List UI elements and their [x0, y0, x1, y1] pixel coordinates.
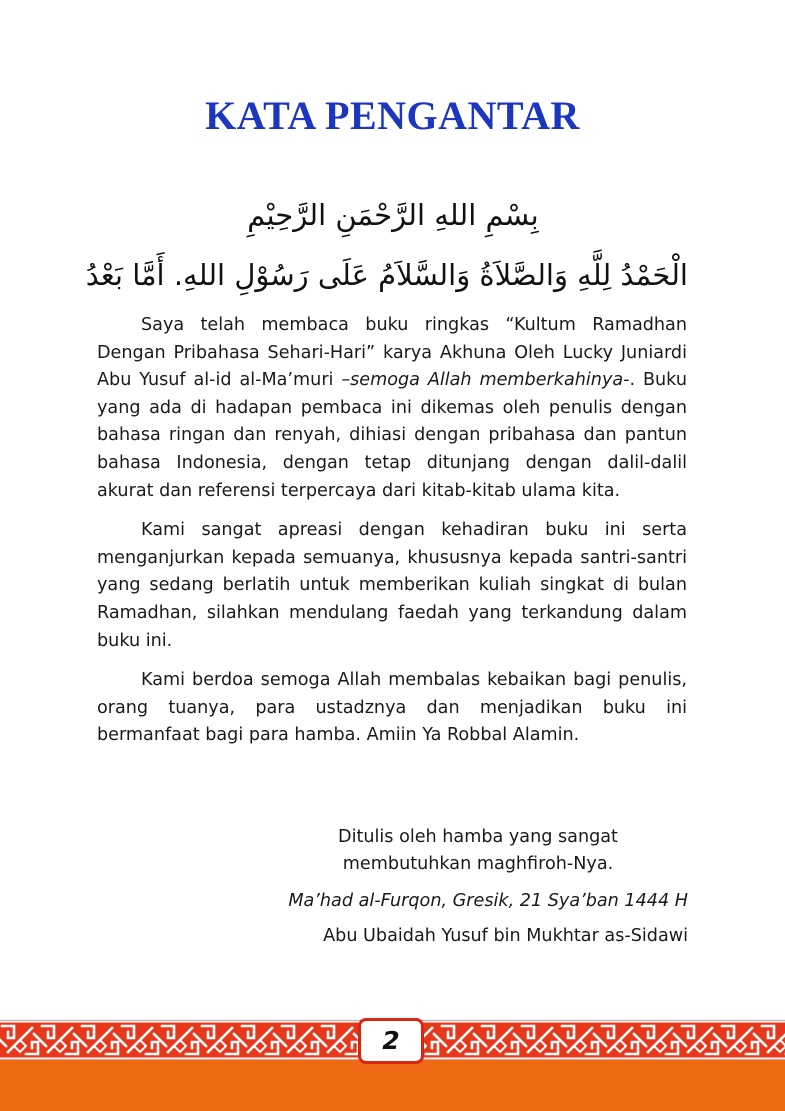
signature-block: [270, 824, 688, 950]
basmala-text: بِسْمِ اللهِ الرَّحْمَنِ الرَّحِيْمِ: [247, 198, 539, 232]
signature-author: Abu Ubaidah Yusuf bin Mukhtar as-Sidawi: [323, 926, 688, 946]
paragraph-1-start: Saya telah membaca buku ringkas “Kultum Ramadhan Dengan Pribahasa Sehari-Hari” karya Akhuna Oleh Lucky Juniardi Abu Yusuf al-id al-Ma’muri: [97, 315, 687, 391]
page-number: 2: [358, 1018, 424, 1064]
signature-place-date: Ma’had al-Furqon, Gresik, 21 Sya’ban 1444 H: [288, 891, 688, 911]
preface-body: [97, 312, 687, 762]
footer-bottom-bar: [0, 1060, 785, 1111]
signature-intro: Ditulis oleh hamba yang sangat membutuhkan maghfiroh-Nya.: [338, 827, 618, 874]
paragraph-1: [97, 312, 687, 505]
paragraph-1-italic: –semoga Allah memberkahinya-: [341, 370, 630, 391]
hamdalah-text: الْحَمْدُ لِلَّهِ وَالصَّلاَةُ وَالسَّلاَمُ عَلَى رَسُوْلِ اللهِ. أَمَّا بَعْدُ: [85, 258, 688, 292]
page-title: KATA PENGANTAR: [205, 93, 580, 138]
paragraph-3: Kami berdoa semoga Allah membalas kebaikan bagi penulis, orang tuanya, para ustadznya dan menjadikan buku ini bermanfaat bagi para hamba. Amiin Ya Robbal Alamin.: [97, 670, 687, 746]
paragraph-1-end: . Buku yang ada di hadapan pembaca ini dikemas oleh penulis dengan bahasa ringan dan renyah, dihiasi dengan pribahasa dan pantun bahasa Indonesia, dengan tetap ditunjang dengan dalil-dalil akurat dan referensi terpercaya dari kitab-kitab ulama kita.: [97, 370, 687, 501]
paragraph-2: Kami sangat apreasi dengan kehadiran buku ini serta menganjurkan kepada semuanya, khususnya kepada santri-santri yang sedang berlatih untuk memberikan kuliah singkat di bulan Ramadhan, silahkan mendulang faedah yang terkandung dalam buku ini.: [97, 520, 687, 651]
